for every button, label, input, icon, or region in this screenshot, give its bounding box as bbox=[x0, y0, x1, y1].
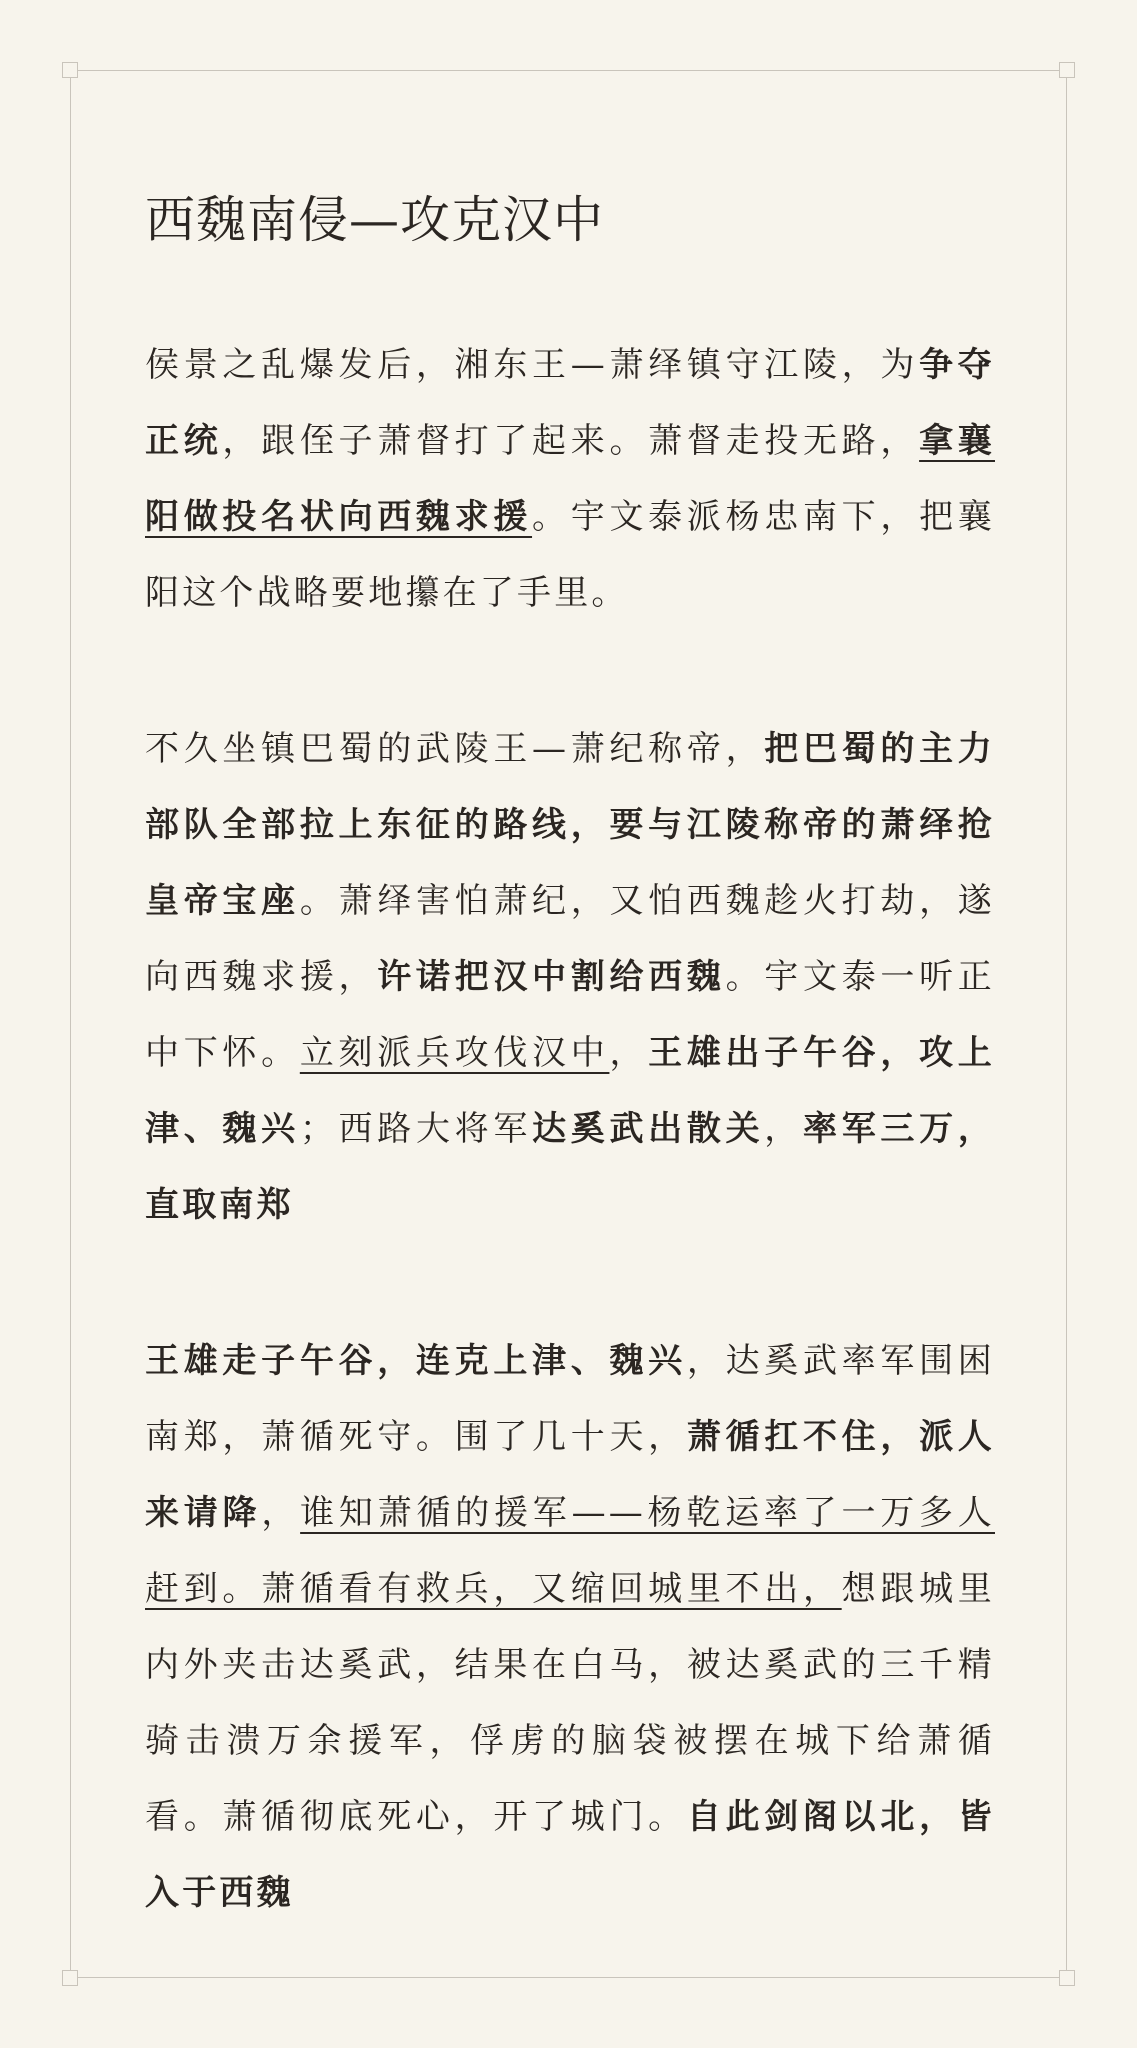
emphasis-text: 达奚武出散关 bbox=[532, 1109, 765, 1149]
underlined-text: 谁知萧循的援军——杨乾运率了一万多人赶到。萧循看有救兵，又缩回城里不出， bbox=[145, 1493, 995, 1609]
page-title: 西魏南侵—攻克汉中 bbox=[145, 191, 604, 249]
body-text: ， bbox=[764, 1109, 804, 1149]
paragraph-list bbox=[145, 327, 995, 1931]
corner-ornament bbox=[62, 1970, 78, 1986]
emphasis-text: 王雄出子午谷，攻上津、魏兴 bbox=[145, 1033, 995, 1149]
body-text: 侯景之乱爆发后，湘东王—萧绎镇守江陵，为 bbox=[145, 345, 920, 385]
corner-ornament bbox=[1059, 62, 1075, 78]
corner-ornament bbox=[1059, 1970, 1075, 1986]
article-body bbox=[145, 175, 995, 1931]
emphasis-text: 自此剑阁以北，皆入于西魏 bbox=[145, 1797, 995, 1913]
body-text: 。萧绎害怕萧纪，又怕西魏趁火打劫，遂向西魏求援， bbox=[145, 881, 995, 997]
body-text: ；西路大将军 bbox=[299, 1109, 533, 1149]
body-text: 想跟城里内外夹击达奚武，结果在白马，被达奚武的三千精骑击溃万余援军，俘虏的脑袋被摆在城下给萧循看。萧循彻底死心，开了城门。 bbox=[145, 1569, 995, 1837]
paragraph-1 bbox=[145, 327, 995, 631]
body-text: ，达奚武率军围困南郑，萧循死守。围了几十天， bbox=[145, 1341, 995, 1457]
body-text: ， bbox=[261, 1493, 301, 1533]
emphasis-text: 拿襄阳做投名状向西魏求援 bbox=[145, 421, 995, 537]
body-text: ，跟侄子萧督打了起来。萧督走投无路， bbox=[222, 421, 920, 461]
emphasis-text: 王雄走子午谷，连克上津、魏兴 bbox=[145, 1341, 687, 1381]
body-text: 不久坐镇巴蜀的武陵王—萧纪称帝， bbox=[145, 729, 765, 769]
emphasis-text: 争夺正统 bbox=[145, 345, 995, 461]
emphasis-text: 萧循扛不住，派人来请降 bbox=[145, 1417, 995, 1533]
emphasis-text: 把巴蜀的主力部队全部拉上东征的路线，要与江陵称帝的萧绎抢皇帝宝座 bbox=[145, 729, 996, 921]
paragraph-2 bbox=[145, 711, 995, 1243]
body-text: 。宇文泰派杨忠南下，把襄阳这个战略要地攥在了手里。 bbox=[145, 497, 995, 613]
emphasis-text: 许诺把汉中割给西魏 bbox=[377, 957, 726, 997]
body-text: ， bbox=[609, 1033, 649, 1073]
corner-ornament bbox=[62, 62, 78, 78]
paragraph-3 bbox=[145, 1323, 995, 1931]
emphasis-text: 率军三万，直取南郑 bbox=[145, 1109, 996, 1225]
underlined-text: 立刻派兵攻伐汉中 bbox=[299, 1033, 610, 1073]
body-text: 。宇文泰一听正中下怀。 bbox=[145, 957, 996, 1073]
